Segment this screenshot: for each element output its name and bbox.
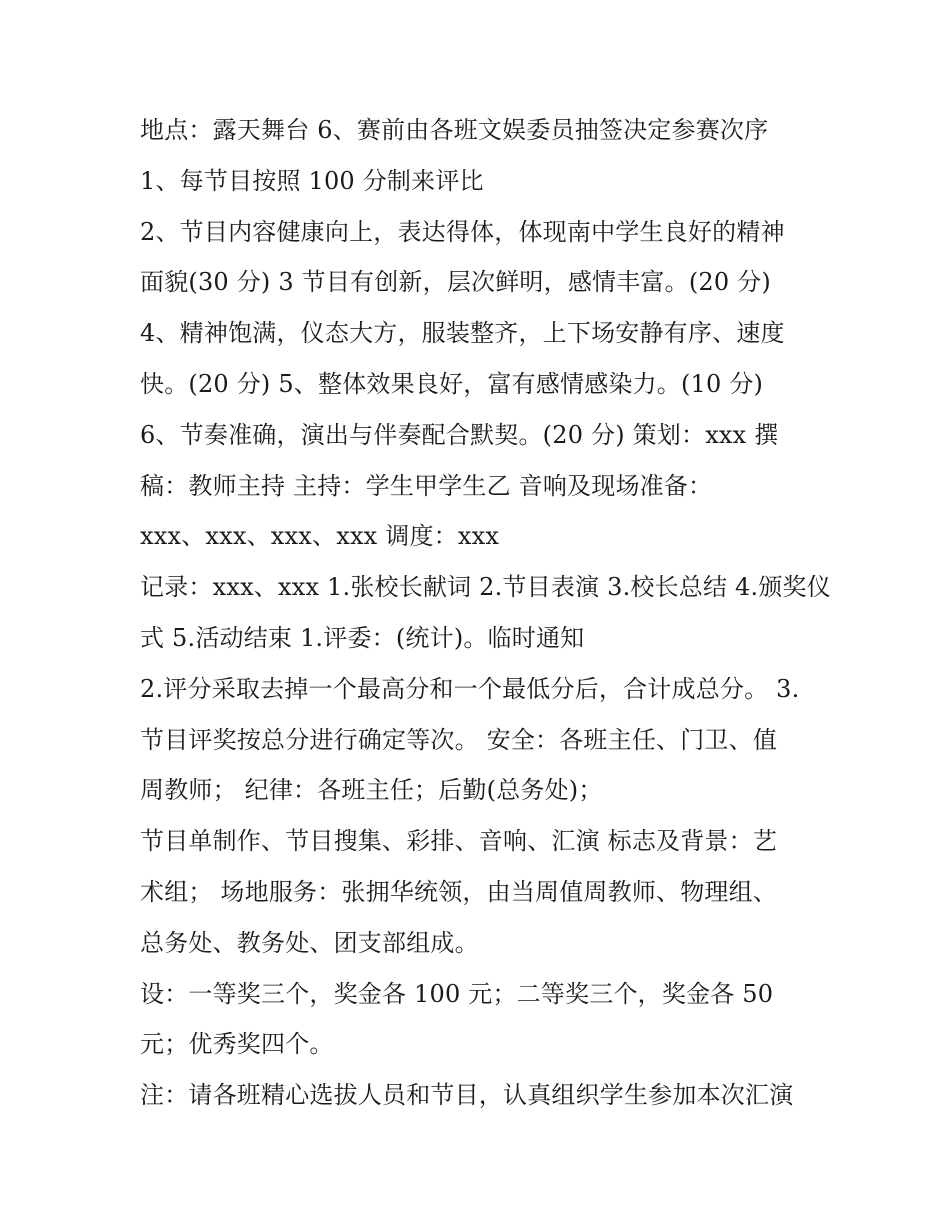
document-body: [140, 108, 840, 1124]
text-line-11: 式 5.活动结束 1.评委：(统计)。临时通知: [140, 623, 585, 652]
text-line-14: 周教师； 纪律：各班主任；后勤(总务处)；: [140, 776, 603, 805]
text-line-13: 节目评奖按总分进行确定等次。 安全：各班主任、门卫、值: [140, 725, 778, 754]
text-line-12: 2.评分采取去掉一个最高分和一个最低分后，合计成总分。 3.: [140, 674, 800, 703]
text-line-17: 总务处、教务处、团支部组成。: [140, 928, 479, 957]
text-line-16: 术组； 场地服务：张拥华统领，由当周值周教师、物理组、: [140, 877, 778, 906]
text-line-20: 注：请各班精心选拔人员和节目，认真组织学生参加本次汇演: [140, 1081, 794, 1110]
text-line-6: 快。(20 分) 5、整体效果良好，富有感情感染力。(10 分): [140, 369, 764, 398]
text-line-10: 记录：xxx、xxx 1.张校长献词 2.节目表演 3.校长总结 4.颁奖仪: [140, 573, 831, 602]
text-line-9: xxx、xxx、xxx、xxx 调度：xxx: [140, 522, 500, 551]
text-line-19: 元；优秀奖四个。: [140, 1030, 334, 1059]
text-line-5: 4、精神饱满，仪态大方，服装整齐，上下场安静有序、速度: [140, 319, 785, 348]
text-line-7: 6、节奏准确，演出与伴奏配合默契。(20 分) 策划：xxx 撰: [140, 420, 779, 449]
text-line-2: 1、每节目按照 100 分制来评比: [140, 166, 484, 195]
text-line-15: 节目单制作、节目搜集、彩排、音响、汇演 标志及背景：艺: [140, 827, 778, 856]
text-line-3: 2、节目内容健康向上，表达得体，体现南中学生良好的精神: [140, 217, 785, 246]
text-line-8: 稿：教师主持 主持：学生甲学生乙 音响及现场准备：: [140, 471, 713, 500]
text-line-4: 面貌(30 分) 3 节目有创新，层次鲜明，感情丰富。(20 分): [140, 268, 771, 297]
text-line-18: 设：一等奖三个，奖金各 100 元；二等奖三个，奖金各 50: [140, 979, 774, 1008]
text-line-1: 地点：露天舞台 6、赛前由各班文娱委员抽签决定参赛次序: [140, 116, 769, 144]
